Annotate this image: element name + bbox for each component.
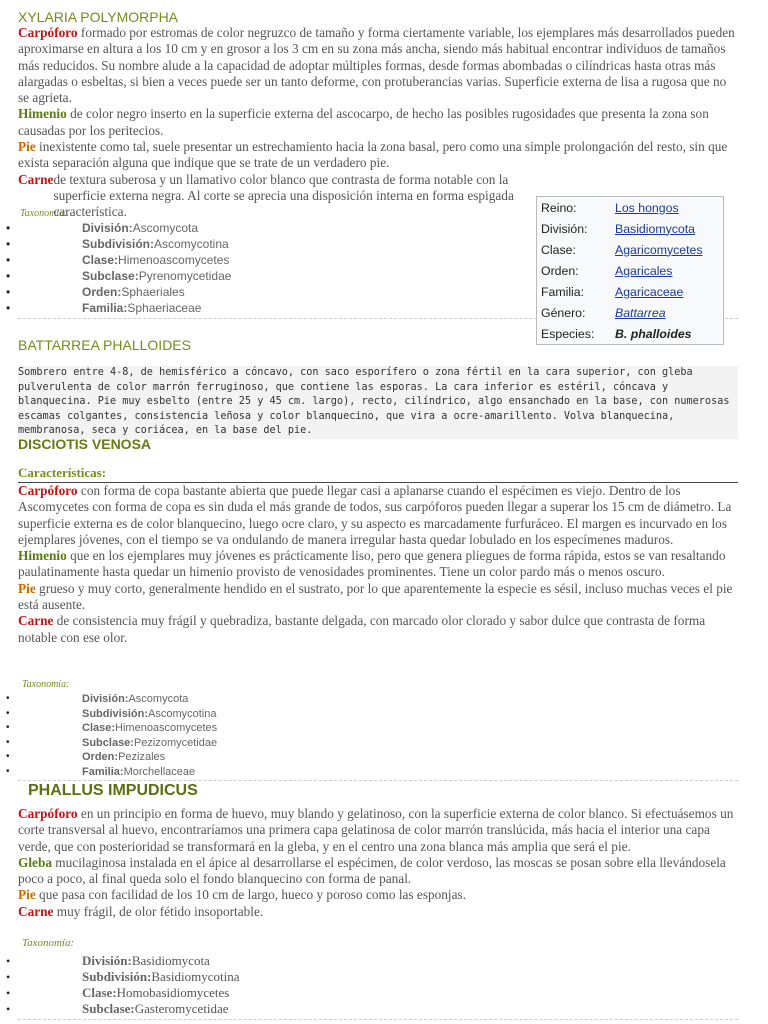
disciotis-taxonomy-list bbox=[20, 692, 500, 780]
gleba-label: Gleba bbox=[18, 854, 52, 870]
taxonomy-item: • Subdivisión:Basidiomycotina bbox=[20, 969, 500, 985]
taxonomy-item: • Clase:Homobasidiomycetes bbox=[20, 985, 500, 1001]
himenio-label: Himenio bbox=[18, 106, 67, 122]
carne-text: de consistencia muy frágil y quebradiza, bastante delgada, con marcado olor clorado y sabor dulce que contrasta de forma notable con ese olor. bbox=[18, 613, 706, 645]
gleba-text: mucilaginosa instalada en el ápice al desarrollarse el espécimen, de color verdoso, las moscas se posan sobre ella llevándosela poco a poco, al final queda solo el fondo blanquecino con forma de panal. bbox=[18, 854, 726, 887]
phallus-taxonomia-label: Taxonomía: bbox=[22, 937, 75, 949]
taxonomy-item: • Orden:Pezizales bbox=[20, 750, 500, 765]
phallus-taxonomy-list bbox=[20, 953, 500, 1017]
carne-text: muy frágil, de olor fétido insoportable. bbox=[53, 903, 264, 919]
taxonomy-infobox bbox=[536, 196, 724, 345]
carne-label: Carne bbox=[18, 903, 54, 919]
link-agaricales[interactable]: Agaricales bbox=[615, 263, 673, 278]
link-battarrea[interactable]: Battarrea bbox=[615, 305, 666, 320]
taxonomy-item: • Subclase:Pezizomycetidae bbox=[20, 736, 500, 751]
carne-label: Carne bbox=[18, 613, 54, 629]
taxonomy-item: • Subdivisión:Ascomycotina bbox=[20, 707, 500, 722]
infobox-row-orden: Orden: Agaricales bbox=[541, 263, 673, 278]
xylaria-description bbox=[18, 25, 738, 221]
infobox-row-division: División: Basidiomycota bbox=[541, 221, 695, 236]
taxonomy-item: • Subdivisión:Ascomycotina bbox=[20, 236, 500, 252]
carpoforo-label: Carpóforo bbox=[18, 483, 78, 498]
carpoforo-label: Carpóforo bbox=[18, 25, 78, 40]
link-los-hongos[interactable]: Los hongos bbox=[615, 200, 679, 215]
battarrea-title: BATTARREA PHALLOIDES bbox=[18, 337, 191, 353]
pie-label: Pie bbox=[18, 887, 36, 903]
taxonomy-item: • Familia:Morchellaceae bbox=[20, 765, 500, 780]
himenio-label: Himenio bbox=[18, 548, 67, 564]
phallus-title: PHALLUS IMPUDICUS bbox=[28, 782, 198, 799]
pie-text: inexistente como tal, suele presentar un estrechamiento hacia la zona basal, pero como una simple prolongación del resto, sin que exista separación alguna que indique que se trate de un verdadero pie. bbox=[18, 139, 728, 171]
taxonomy-item: • Familia:Sphaeriaceae bbox=[20, 300, 500, 316]
taxonomy-item: • Orden:Sphaeriales bbox=[20, 284, 500, 300]
xylaria-taxonomy-list bbox=[20, 220, 500, 316]
battarrea-description: Sombrero entre 4-8, de hemisférico a cóncavo, con saco esporífero o zona fértil en la cara superior, con gleba pulverulenta de color marrón ferruginoso, que contiene las esporas. La cara inferior es estéril, cóncava y blanquecina. Pie muy esbelto (entre 25 y 45 cm. largo), recto, cilíndrico, algo ensanchado en la base, con numerosas escamas colgantes, consistencia leñosa y color blanquecino, que vira a ocre-amarillento. Volva blanquecina, membranosa, seca y coriácea, en la base del pie. bbox=[18, 366, 738, 439]
pie-text: que pasa con facilidad de los 10 cm de largo, hueco y poroso como las esponjas. bbox=[35, 887, 467, 903]
carpoforo-label: Carpóforo bbox=[18, 806, 78, 821]
pie-label: Pie bbox=[18, 580, 36, 596]
xylaria-taxonomia-label: Taxonomía: bbox=[20, 208, 68, 219]
disciotis-title: DISCIOTIS VENOSA bbox=[18, 436, 152, 452]
himenio-text: que en los ejemplares muy jóvenes es prácticamente liso, pero que genera pliegues de forma rápida, estos se van resaltando paulatinamente hasta quedar un himenio provisto de venosidades prominentes. Tiene un color pardo más o menos oscuro. bbox=[18, 548, 726, 580]
pie-label: Pie bbox=[18, 139, 36, 155]
link-basidiomycota[interactable]: Basidiomycota bbox=[615, 221, 695, 236]
carpoforo-text: formado por estromas de color negruzco de tamaño y forma ciertamente variable, los ejemplares más desarrollados pueden aproximarse en altura a los 10 cm y en grosor a los 3 cm en su zona más ancha, siendo más habitual encontrar individuos de tamaños más reducidos. Su nombre alude a la capacidad de adoptar múltiples formas, desde formas abombadas o cilíndricas hasta otras más alargadas o esbeltas, si bien a veces puede ser un tanto deforme, con protuberancias varias. Superficie externa de lisa a rugosa que no se agrieta. bbox=[18, 25, 735, 106]
carpoforo-text: en un principio en forma de huevo, muy blando y gelatinoso, con la superficie externa de color blanco. Si efectuásemos un corte transversal al huevo, encontraríamos una primera capa gelatinosa de color marrón translúcida, más hacia el interior una capa verde, que con posterioridad se transformará en la gleba, y en el centro una zona blanca más amplia que será el pie. bbox=[18, 806, 734, 854]
disciotis-taxonomia-label: Taxonomía: bbox=[22, 679, 70, 690]
divider bbox=[18, 780, 738, 781]
carpoforo-text: con forma de copa bastante abierta que puede llegar casi a aplanarse cuando el espécimen es viejo. Dentro de los Ascomycetes con forma de copa es sin duda el más grande de todos, sus carpóforos pueden llegar a superar los 15 cm de diámetro. La superficie externa es de color blanquecino, luego ocre claro, y su aspecto es marcadamente furfuráceo. El margen es incurvado en los ejemplares jóvenes, con el tiempo se va ondulando de manera irregular hasta quedar lobulado en los especímenes maduros. bbox=[18, 483, 732, 547]
xylaria-title: XYLARIA POLYMORPHA bbox=[18, 9, 179, 25]
carne-label: Carne bbox=[18, 171, 54, 187]
infobox-row-reino: Reino: Los hongos bbox=[541, 200, 679, 215]
divider bbox=[18, 1019, 738, 1020]
taxonomy-item: • Subclase:Gasteromycetidae bbox=[20, 1001, 500, 1017]
infobox-row-genero: Género: Battarrea bbox=[541, 305, 666, 320]
taxonomy-item: • Clase:Himenoascomycetes bbox=[20, 252, 500, 268]
link-agaricaceae[interactable]: Agaricaceae bbox=[615, 284, 684, 299]
disciotis-description bbox=[18, 483, 738, 646]
himenio-text: de color negro inserto en la superficie externa del ascocarpo, de hecho las posibles rugosidades que presenta la zona son causadas por los peritecios. bbox=[18, 106, 709, 138]
taxonomy-item: • División:Ascomycota bbox=[20, 692, 500, 707]
infobox-row-familia: Familia: Agaricaceae bbox=[541, 284, 684, 299]
infobox-row-especies: Especies: B. phalloides bbox=[541, 326, 692, 341]
taxonomy-item: • Subclase:Pyrenomycetidae bbox=[20, 268, 500, 284]
link-agaricomycetes[interactable]: Agaricomycetes bbox=[615, 242, 703, 257]
taxonomy-item: • Clase:Himenoascomycetes bbox=[20, 721, 500, 736]
taxonomy-item: • División:Basidiomycota bbox=[20, 953, 500, 969]
taxonomy-item: • División:Ascomycota bbox=[20, 220, 500, 236]
pie-text: grueso y muy corto, generalmente hendido en el sustrato, por lo que aparentemente la especie es sésil, incluso muchas veces el pie está ausente. bbox=[18, 580, 733, 613]
carne-text: de textura suberosa y un llamativo color blanco que contrasta de forma notable con la superficie externa negra. Al corte se aprecia una disposición interna en forma espigada característica. bbox=[53, 171, 514, 220]
infobox-row-clase: Clase: Agaricomycetes bbox=[541, 242, 703, 257]
caracteristicas-heading: Características: bbox=[18, 465, 738, 483]
phallus-description bbox=[18, 806, 738, 920]
